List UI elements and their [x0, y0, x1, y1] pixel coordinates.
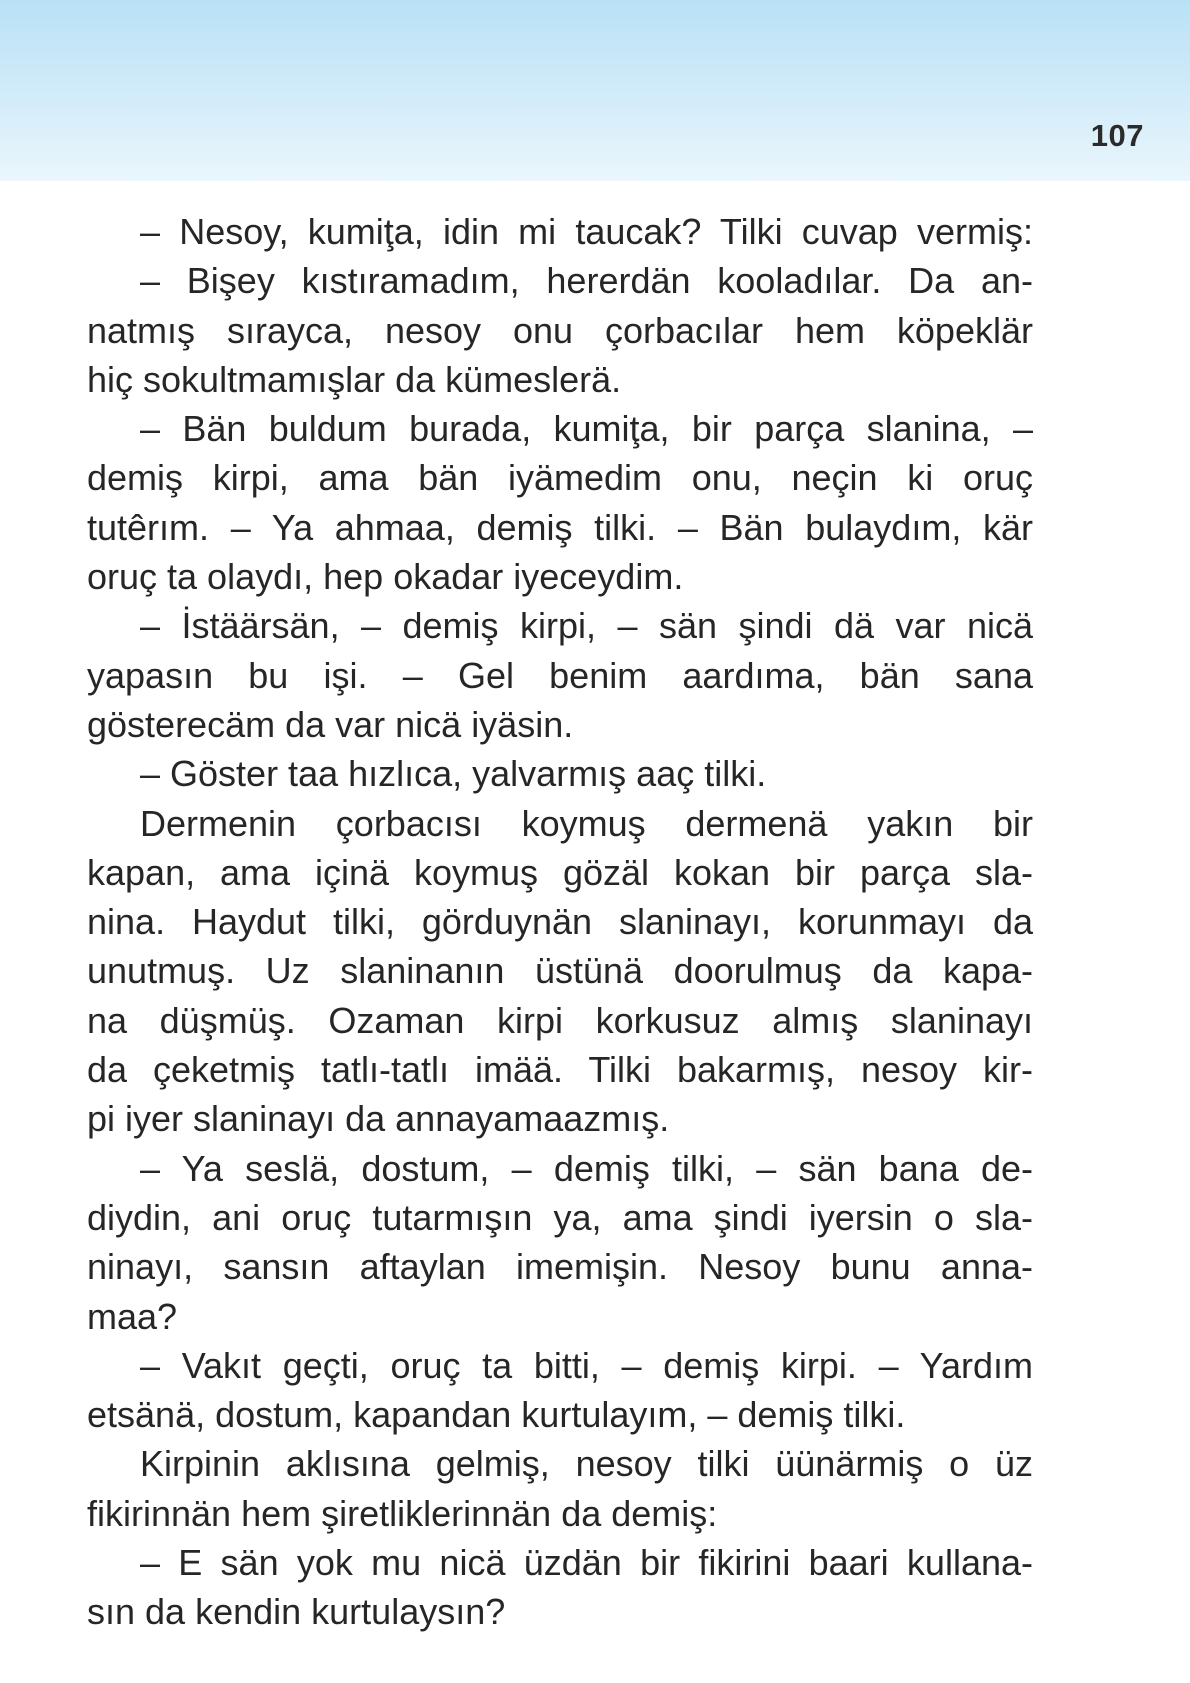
- text-line: – Bişey kıstıramadım, hererdän kooladılar. Da an-: [140, 260, 1033, 302]
- text-line: – E sän yok mu nicä üzdän bir fikirini baari kullana-: [140, 1542, 1033, 1584]
- text-line: nina. Haydut tilki, görduynän slaninayı, korunmayı da: [87, 901, 1033, 943]
- text-line: maa?: [87, 1295, 178, 1337]
- text-line: – İstäärsän, – demiş kirpi, – sän şindi dä var nicä: [140, 605, 1033, 647]
- text-line: etsänä, dostum, kapandan kurtulayım, – demiş tilki.: [87, 1394, 906, 1436]
- text-line: – Nesoy, kumiţa, idin mi taucak? Tilki cuvap vermiş:: [140, 211, 1033, 252]
- text-line: – Bän buldum burada, kumiţa, bir parça slanina, –: [140, 408, 1033, 450]
- text-line: oruç ta olaydı, hep okadar iyeceydim.: [87, 556, 684, 598]
- text-line: – Göster taa hızlıca, yalvarmış aaç tilki.: [140, 753, 767, 795]
- text-line: sın da kendin kurtulaysın?: [87, 1591, 506, 1633]
- text-line: hiç sokultmamışlar da kümeslerä.: [87, 358, 622, 400]
- story-text: [87, 207, 1033, 1637]
- text-line: kapan, ama içinä koymuş gözäl kokan bir parça sla-: [87, 851, 1033, 893]
- text-line: Kirpinin aklısına gelmiş, nesoy tilki üünärmiş o üz: [140, 1443, 1033, 1485]
- text-line: diydin, ani oruç tutarmışın ya, ama şindi iyersin o sla-: [87, 1196, 1033, 1238]
- page-number: 107: [1090, 118, 1144, 153]
- text-line: – Ya seslä, dostum, – demiş tilki, – sän bana de-: [140, 1147, 1033, 1189]
- text-line: gösterecäm da var nicä iyäsin.: [87, 703, 574, 745]
- text-line: fikirinnän hem şiretliklerinnän da demiş:: [87, 1492, 718, 1534]
- text-line: na düşmüş. Ozaman kirpi korkusuz almış slaninayı: [87, 999, 1033, 1041]
- text-line: natmış sırayca, nesoy onu çorbacılar hem köpeklär: [87, 309, 1033, 351]
- text-line: tutêrım. – Ya ahmaa, demiş tilki. – Bän bulaydım, kär: [87, 506, 1033, 548]
- text-line: yapasın bu işi. – Gel benim aardıma, bän sana: [87, 654, 1033, 696]
- text-line: unutmuş. Uz slaninanın üstünä doorulmuş da kapa-: [87, 950, 1033, 992]
- text-line: – Vakıt geçti, oruç ta bitti, – demiş kirpi. – Yardım: [140, 1344, 1033, 1386]
- text-line: demiş kirpi, ama bän iyämedim onu, neçin ki oruç: [87, 457, 1033, 499]
- text-line: ninayı, sansın aftaylan imemişin. Nesoy bunu anna-: [87, 1246, 1033, 1288]
- text-line: pi iyer slaninayı da annayamaazmış.: [87, 1098, 670, 1140]
- text-line: da çeketmiş tatlı-tatlı imää. Tilki bakarmış, nesoy kir-: [87, 1049, 1033, 1091]
- text-line: Dermenin çorbacısı koymuş dermenä yakın bir: [140, 802, 1033, 844]
- header-band: [0, 0, 1190, 181]
